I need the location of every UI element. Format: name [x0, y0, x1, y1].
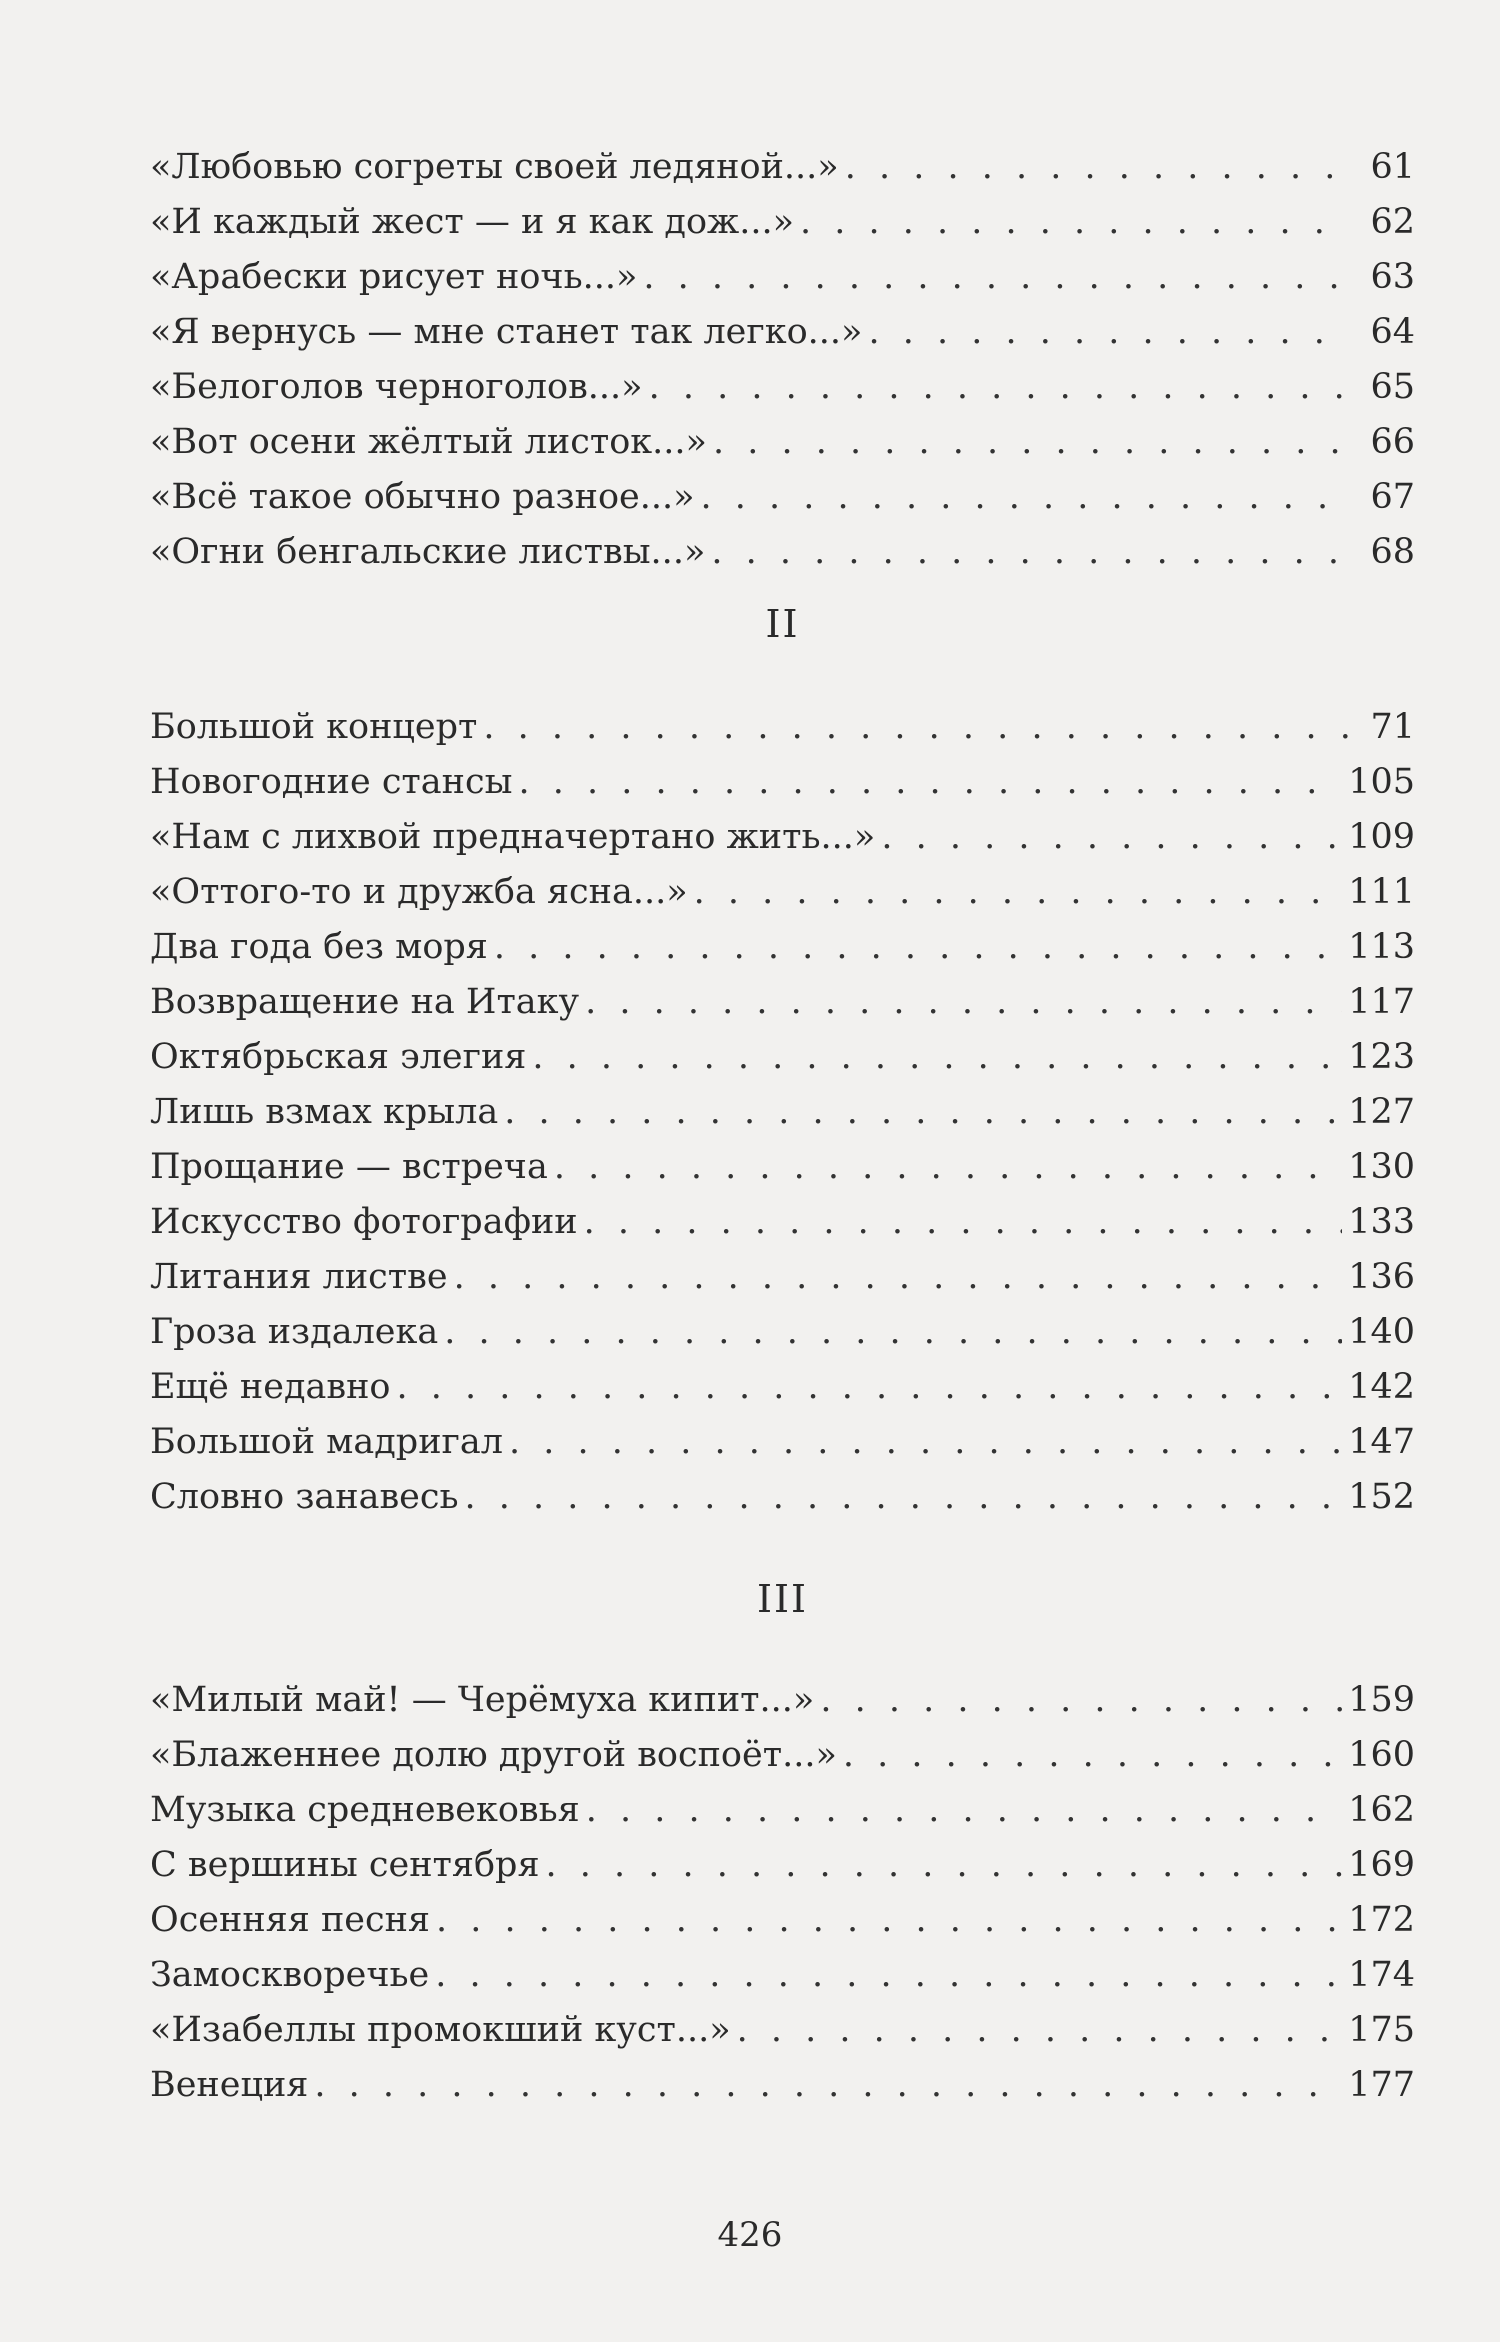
dot-leader	[711, 525, 1349, 580]
section-heading-ii: II	[765, 602, 800, 646]
toc-entry	[150, 700, 1415, 755]
toc-entry	[150, 1250, 1415, 1305]
dot-leader	[820, 1673, 1342, 1728]
toc-entry-page: 147	[1348, 1422, 1415, 1462]
dot-leader	[737, 2003, 1343, 2058]
dot-leader	[843, 1728, 1342, 1783]
dot-leader	[314, 2058, 1342, 2113]
toc-section-1	[150, 140, 1415, 580]
toc-entry-title: С вершины сентября	[150, 1845, 540, 1885]
toc-entry-title: Музыка средневековья	[150, 1790, 580, 1830]
toc-entry-page: 159	[1348, 1680, 1415, 1720]
toc-entry	[150, 250, 1415, 305]
toc-entry-title: Новогодние стансы	[150, 762, 513, 802]
toc-entry-page: 175	[1348, 2010, 1415, 2050]
toc-entry	[150, 1838, 1415, 1893]
toc-entry	[150, 2058, 1415, 2113]
dot-leader	[701, 470, 1349, 525]
toc-entry-page: 111	[1348, 872, 1415, 912]
toc-entry-title: Осенняя песня	[150, 1900, 430, 1940]
toc-entry	[150, 1948, 1415, 2003]
toc-entry-title: Замоскворечье	[150, 1955, 430, 1995]
dot-leader	[483, 700, 1349, 755]
toc-entry-page: 140	[1348, 1312, 1415, 1352]
toc-entry-page: 169	[1348, 1845, 1415, 1885]
toc-entry-page: 117	[1348, 982, 1415, 1022]
toc-entry-title: «Любовью согреты своей ледяной...»	[150, 147, 839, 187]
toc-entry-title: Лишь взмах крыла	[150, 1092, 499, 1132]
toc-entry	[150, 140, 1415, 195]
toc-entry-title: «Блаженнее долю другой воспоёт...»	[150, 1735, 837, 1775]
toc-entry-page: 160	[1348, 1735, 1415, 1775]
toc-entry-title: Возвращение на Итаку	[150, 982, 580, 1022]
toc-entry-title: Прощание — встреча	[150, 1147, 548, 1187]
toc-entry-title: Гроза издалека	[150, 1312, 439, 1352]
toc-entry	[150, 1140, 1415, 1195]
toc-entry-page: 133	[1348, 1202, 1415, 1242]
toc-entry-page: 123	[1348, 1037, 1415, 1077]
toc-entry	[150, 470, 1415, 525]
toc-entry-page: 62	[1370, 202, 1415, 242]
toc-entry-page: 61	[1370, 147, 1415, 187]
dot-leader	[454, 1250, 1343, 1305]
dot-leader	[585, 975, 1342, 1030]
toc-entry	[150, 2003, 1415, 2058]
toc-entry	[150, 865, 1415, 920]
toc-entry	[150, 360, 1415, 415]
toc-entry-title: «Я вернусь — мне станет так легко...»	[150, 312, 863, 352]
toc-entry-title: «И каждый жест — и я как дож...»	[150, 202, 794, 242]
toc-entry	[150, 1360, 1415, 1415]
toc-entry-title: «Нам с лихвой предначертано жить...»	[150, 817, 876, 857]
toc-section-2	[150, 700, 1415, 1525]
toc-entry-title: «Всё такое обычно разное...»	[150, 477, 695, 517]
toc-entry-title: «Изабеллы промокший куст...»	[150, 2010, 731, 2050]
toc-entry-title: «Оттого-то и дружба ясна...»	[150, 872, 688, 912]
dot-leader	[518, 755, 1342, 810]
toc-entry-page: 177	[1348, 2065, 1415, 2105]
dot-leader	[649, 360, 1349, 415]
toc-entry	[150, 975, 1415, 1030]
toc-entry-title: «Милый май! — Черёмуха кипит...»	[150, 1680, 815, 1720]
dot-leader	[436, 1893, 1342, 1948]
toc-entry	[150, 755, 1415, 810]
dot-leader	[444, 1305, 1342, 1360]
dot-leader	[494, 920, 1342, 975]
toc-entry-page: 71	[1370, 707, 1415, 747]
dot-leader	[845, 140, 1349, 195]
dot-leader	[435, 1948, 1342, 2003]
dot-leader	[713, 415, 1349, 470]
toc-entry	[150, 525, 1415, 580]
toc-entry	[150, 195, 1415, 250]
toc-entry	[150, 1195, 1415, 1250]
toc-entry-page: 162	[1348, 1790, 1415, 1830]
toc-entry-page: 67	[1370, 477, 1415, 517]
toc-entry-title: «Вот осени жёлтый листок...»	[150, 422, 707, 462]
dot-leader	[694, 865, 1343, 920]
toc-entry-title: Литания листве	[150, 1257, 448, 1297]
toc-entry-page: 174	[1348, 1955, 1415, 1995]
dot-leader	[504, 1085, 1342, 1140]
toc-entry	[150, 1030, 1415, 1085]
toc-entry	[150, 920, 1415, 975]
dot-leader	[465, 1470, 1343, 1525]
dot-leader	[397, 1360, 1343, 1415]
toc-entry-page: 68	[1370, 532, 1415, 572]
toc-entry-page: 113	[1348, 927, 1415, 967]
dot-leader	[584, 1195, 1343, 1250]
dot-leader	[643, 250, 1349, 305]
toc-entry	[150, 415, 1415, 470]
toc-entry-page: 105	[1348, 762, 1415, 802]
dot-leader	[586, 1783, 1342, 1838]
toc-entry-page: 109	[1348, 817, 1415, 857]
dot-leader	[868, 305, 1349, 360]
toc-entry	[150, 1783, 1415, 1838]
toc-entry-title: «Белоголов черноголов...»	[150, 367, 643, 407]
toc-entry-page: 127	[1348, 1092, 1415, 1132]
toc-entry-title: Два года без моря	[150, 927, 488, 967]
dot-leader	[546, 1838, 1343, 1893]
toc-section-3	[150, 1673, 1415, 2113]
table-of-contents	[150, 140, 1415, 2113]
toc-entry	[150, 1415, 1415, 1470]
toc-entry	[150, 1470, 1415, 1525]
toc-entry-title: Октябрьская элегия	[150, 1037, 527, 1077]
toc-entry-title: «Арабески рисует ночь...»	[150, 257, 638, 297]
toc-entry	[150, 810, 1415, 865]
toc-entry-page: 152	[1348, 1477, 1415, 1517]
toc-entry-title: Ещё недавно	[150, 1367, 391, 1407]
dot-leader	[800, 195, 1349, 250]
toc-entry-title: Большой мадригал	[150, 1422, 503, 1462]
toc-entry-title: Венеция	[150, 2065, 309, 2105]
page-number: 426	[717, 2215, 783, 2255]
toc-entry	[150, 1728, 1415, 1783]
dot-leader	[554, 1140, 1342, 1195]
toc-entry-title: Искусство фотографии	[150, 1202, 578, 1242]
toc-entry-page: 136	[1348, 1257, 1415, 1297]
toc-entry	[150, 1085, 1415, 1140]
dot-leader	[509, 1415, 1342, 1470]
toc-entry	[150, 1305, 1415, 1360]
toc-entry-page: 65	[1370, 367, 1415, 407]
toc-entry-page: 66	[1370, 422, 1415, 462]
toc-entry-page: 142	[1348, 1367, 1415, 1407]
toc-entry-title: Большой концерт	[150, 707, 478, 747]
toc-entry-title: «Огни бенгальские листвы...»	[150, 532, 706, 572]
toc-entry-title: Словно занавесь	[150, 1477, 459, 1517]
toc-entry	[150, 1893, 1415, 1948]
section-heading-iii: III	[756, 1577, 809, 1621]
toc-entry-page: 63	[1370, 257, 1415, 297]
toc-entry-page: 172	[1348, 1900, 1415, 1940]
toc-entry-page: 130	[1348, 1147, 1415, 1187]
toc-entry	[150, 305, 1415, 360]
dot-leader	[881, 810, 1342, 865]
toc-entry	[150, 1673, 1415, 1728]
dot-leader	[532, 1030, 1342, 1085]
toc-entry-page: 64	[1370, 312, 1415, 352]
